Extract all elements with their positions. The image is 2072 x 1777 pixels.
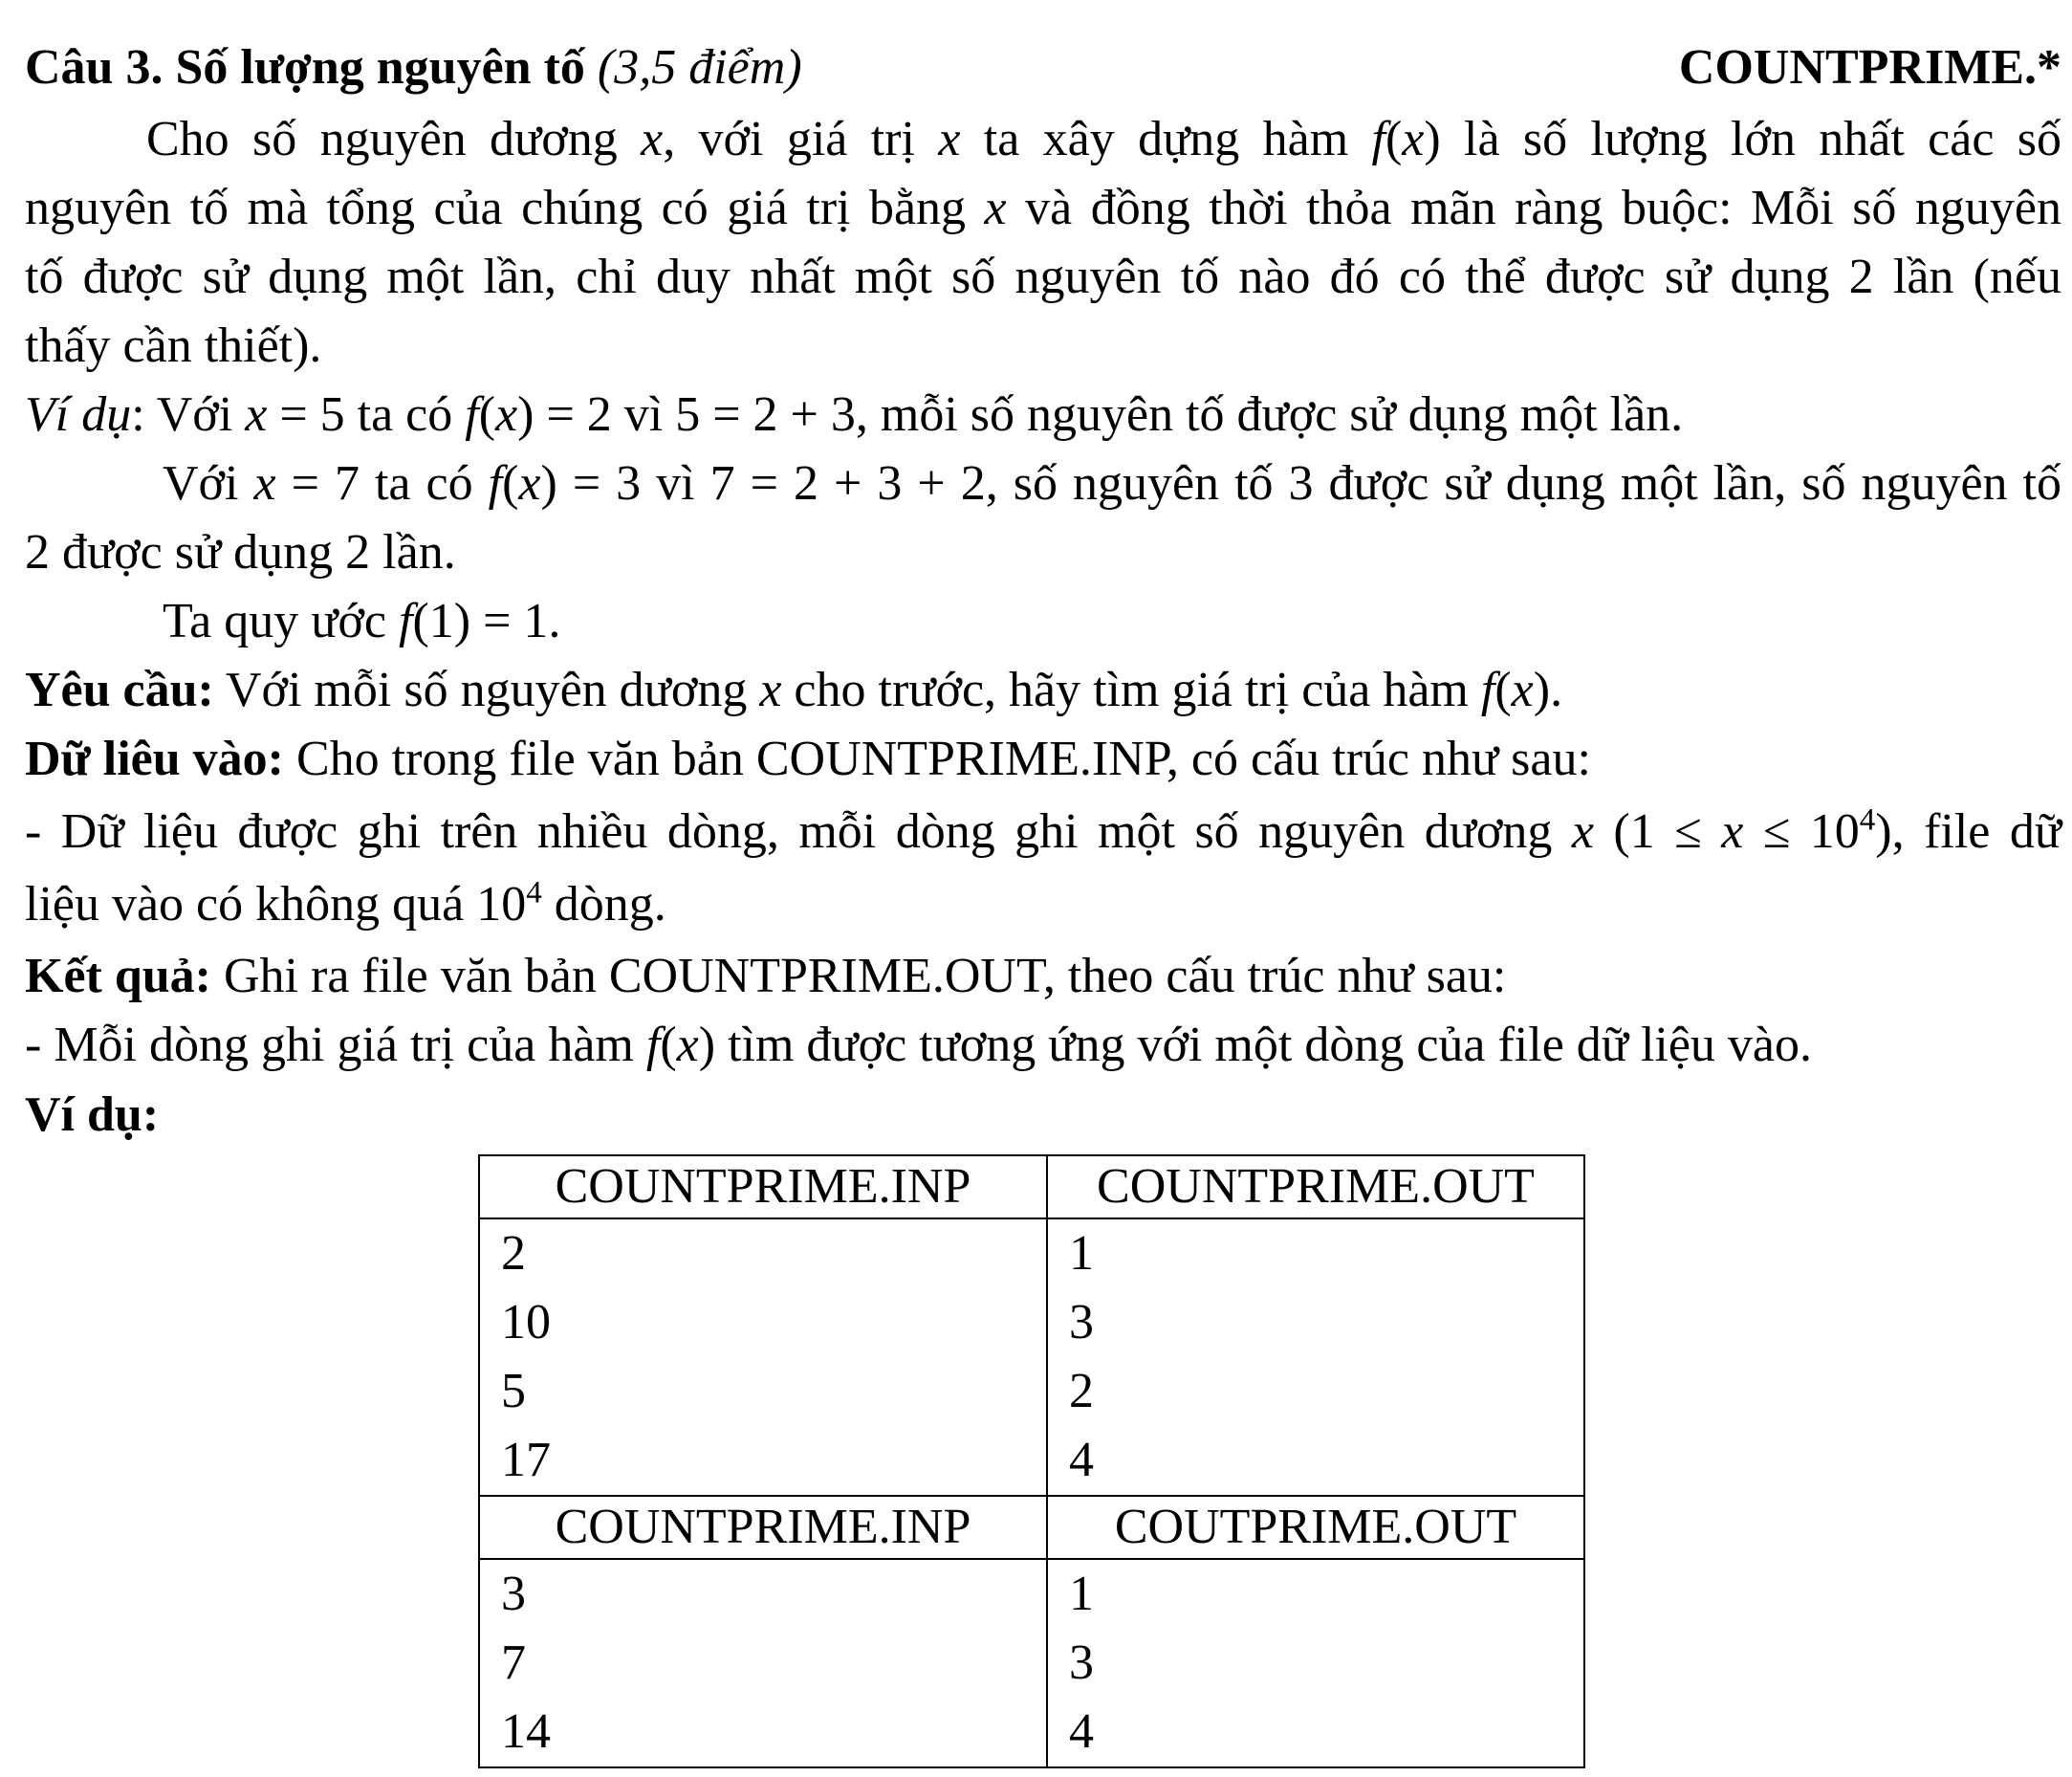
- intro-line-2: nguyên tố mà tổng của chúng có giá trị bằng x và đồng thời thỏa mãn ràng buộc: Mỗi số nguyên: [25, 181, 2061, 235]
- input-values-cell: [479, 1218, 1047, 1496]
- header-output-file: COUNTPRIME.OUT: [1047, 1155, 1584, 1218]
- output-heading: Kết quả: Ghi ra file văn bản COUNTPRIME.OUT, theo cấu trúc như sau:: [25, 949, 1507, 1003]
- example-2-cont: 2 được sử dụng 2 lần.: [25, 525, 456, 580]
- input-bullet-1: - Dữ liệu được ghi trên nhiều dòng, mỗi dòng ghi một số nguyên dương x $(1 \le x \le 10^4)$, file dữ: [25, 802, 2062, 859]
- header-output-file: COUTPRIME.OUT: [1047, 1496, 1584, 1559]
- intro-line-1: Cho số nguyên dương x, với giá trị x ta xây dựng hàm f(x) là số lượng lớn nhất các số: [146, 112, 2062, 166]
- output-value: 4: [1069, 1704, 1094, 1759]
- output-value: 3: [1069, 1635, 1094, 1690]
- input-value: 5: [501, 1364, 526, 1418]
- input-value: 7: [501, 1635, 526, 1690]
- example-2: Với x = 7 ta có f(x) = 3 vì 7 = 2 + 3 + 2, số nguyên tố 3 được sử dụng một lần, số nguyên tố: [163, 456, 2062, 511]
- table-header-row: [479, 1155, 1584, 1218]
- table-row: [479, 1559, 1584, 1767]
- output-value: 1: [1069, 1567, 1094, 1621]
- example-1: Ví dụ: Với x = 5 ta có f(x) = 2 vì 5 = 2 + 3, mỗi số nguyên tố được sử dụng một lần.: [25, 387, 1684, 442]
- output-value: 4: [1069, 1433, 1094, 1487]
- question-header: [25, 33, 2061, 102]
- table-row: [479, 1218, 1584, 1496]
- table-header-row: [479, 1496, 1584, 1559]
- output-value: 2: [1069, 1364, 1094, 1418]
- example-heading: Ví dụ:: [25, 1087, 160, 1142]
- output-values-cell: [1047, 1559, 1584, 1767]
- output-values-cell: [1047, 1218, 1584, 1496]
- header-input-file: COUNTPRIME.INP: [479, 1496, 1047, 1559]
- input-value: 3: [501, 1567, 526, 1621]
- input-value: 10: [501, 1295, 551, 1349]
- example-table: [478, 1154, 1585, 1768]
- question-title: Câu 3. Số lượng nguyên tố: [25, 40, 585, 95]
- convention: Ta quy ước f(1) = 1.: [163, 594, 561, 648]
- input-bullet-2: liệu vào có không quá $10^4$ dòng.: [25, 875, 666, 932]
- input-value: 17: [501, 1433, 551, 1487]
- input-values-cell: [479, 1559, 1047, 1767]
- intro-line-3: tố được sử dụng một lần, chỉ duy nhất một số nguyên tố nào đó có thể được sử dụng 2 lần (nếu: [25, 250, 2061, 304]
- requirement: Yêu cầu: Với mỗi số nguyên dương x cho trước, hãy tìm giá trị của hàm f(x).: [25, 663, 1563, 717]
- output-bullet-1: - Mỗi dòng ghi giá trị của hàm f(x) tìm được tương ứng với một dòng của file dữ liệu vào.: [25, 1018, 1813, 1072]
- output-value: 3: [1069, 1295, 1094, 1349]
- question-points: (3,5 điểm): [597, 40, 802, 95]
- input-heading: Dữ liêu vào: Cho trong file văn bản COUNTPRIME.INP, có cấu trúc như sau:: [25, 732, 1591, 786]
- input-value: 14: [501, 1704, 551, 1759]
- intro-line-4: thấy cần thiết).: [25, 318, 322, 373]
- output-value: 1: [1069, 1226, 1094, 1281]
- header-input-file: COUNTPRIME.INP: [479, 1155, 1047, 1218]
- problem-code: COUNTPRIME.*: [1678, 40, 2061, 95]
- input-value: 2: [501, 1226, 526, 1281]
